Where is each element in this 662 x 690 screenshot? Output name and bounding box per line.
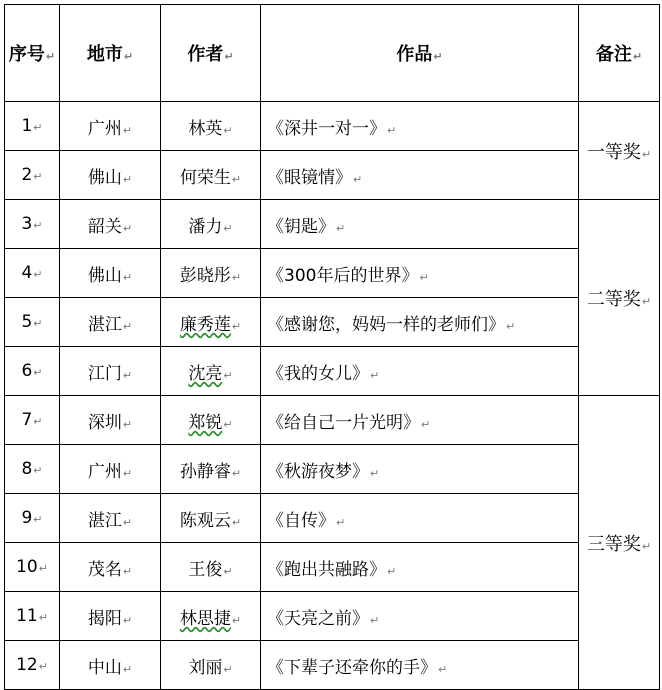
cell-author: 沈亮↵: [161, 347, 261, 396]
cell-city: 湛江↵: [60, 494, 161, 543]
cell-author: 廉秀莲↵: [161, 298, 261, 347]
table-row: [5, 494, 660, 543]
cell-city: 韶关↵: [60, 200, 161, 249]
cell-city: 江门↵: [60, 347, 161, 396]
cell-city: 揭阳↵: [60, 592, 161, 641]
cell-author: 陈观云↵: [161, 494, 261, 543]
cell-author: 王俊↵: [161, 543, 261, 592]
header-row: [5, 5, 660, 102]
table-row: [5, 396, 660, 445]
cell-author: 林思捷↵: [161, 592, 261, 641]
cell-seq: 1↵: [5, 102, 60, 151]
header-seq: 序号↵: [5, 5, 60, 102]
cell-seq: 5↵: [5, 298, 60, 347]
cell-work: 《天亮之前》↵: [261, 592, 579, 641]
cell-note-third: 三等奖↵: [579, 396, 660, 690]
cell-note-first: 一等奖↵: [579, 102, 660, 200]
cell-city: 广州↵: [60, 445, 161, 494]
spellcheck-underline: 沈亮: [188, 363, 223, 384]
header-note: 备注↵: [579, 5, 660, 102]
table-row: [5, 249, 660, 298]
cell-seq: 8↵: [5, 445, 60, 494]
cell-city: 中山↵: [60, 641, 161, 690]
cell-city: 湛江↵: [60, 298, 161, 347]
cell-author: 林英↵: [161, 102, 261, 151]
cell-work: 《钥匙》↵: [261, 200, 579, 249]
cell-work: 《深井一对一》↵: [261, 102, 579, 151]
awards-table: [4, 4, 660, 690]
cell-work: 《跑出共融路》↵: [261, 543, 579, 592]
cell-work: 《秋游夜梦》↵: [261, 445, 579, 494]
cell-author: 何荣生↵: [161, 151, 261, 200]
cell-seq: 3↵: [5, 200, 60, 249]
table-row: [5, 151, 660, 200]
cell-city: 广州↵: [60, 102, 161, 151]
cell-work: 《给自己一片光明》↵: [261, 396, 579, 445]
cell-seq: 11↵: [5, 592, 60, 641]
cell-city: 佛山↵: [60, 151, 161, 200]
cell-seq: 12↵: [5, 641, 60, 690]
table-row: [5, 592, 660, 641]
cell-seq: 2↵: [5, 151, 60, 200]
cell-work: 《眼镜情》↵: [261, 151, 579, 200]
table-row: [5, 641, 660, 690]
header-author: 作者↵: [161, 5, 261, 102]
header-city: 地市↵: [60, 5, 161, 102]
cell-city: 茂名↵: [60, 543, 161, 592]
header-work: 作品↵: [261, 5, 579, 102]
cell-city: 佛山↵: [60, 249, 161, 298]
table-row: [5, 347, 660, 396]
cell-work: 《下辈子还牵你的手》↵: [261, 641, 579, 690]
table-row: [5, 543, 660, 592]
spellcheck-underline: 廉秀莲: [179, 314, 231, 335]
spellcheck-underline: 林思捷: [179, 608, 231, 629]
spellcheck-underline: 郑锐: [188, 412, 223, 433]
cell-seq: 9↵: [5, 494, 60, 543]
cell-work: 《感谢您，妈妈一样的老师们》↵: [261, 298, 579, 347]
cell-work: 《我的女儿》↵: [261, 347, 579, 396]
table-row: [5, 102, 660, 151]
cell-author: 彭晓彤↵: [161, 249, 261, 298]
cell-note-second: 二等奖↵: [579, 200, 660, 396]
cell-author: 孙静睿↵: [161, 445, 261, 494]
cell-author: 刘丽↵: [161, 641, 261, 690]
table-row: [5, 200, 660, 249]
table-row: [5, 445, 660, 494]
cell-author: 郑锐↵: [161, 396, 261, 445]
cell-seq: 10↵: [5, 543, 60, 592]
cell-work: 《自传》↵: [261, 494, 579, 543]
table-row: [5, 298, 660, 347]
cell-seq: 7↵: [5, 396, 60, 445]
cell-author: 潘力↵: [161, 200, 261, 249]
cell-work: 《300年后的世界》↵: [261, 249, 579, 298]
cell-seq: 6↵: [5, 347, 60, 396]
cell-seq: 4↵: [5, 249, 60, 298]
cell-city: 深圳↵: [60, 396, 161, 445]
